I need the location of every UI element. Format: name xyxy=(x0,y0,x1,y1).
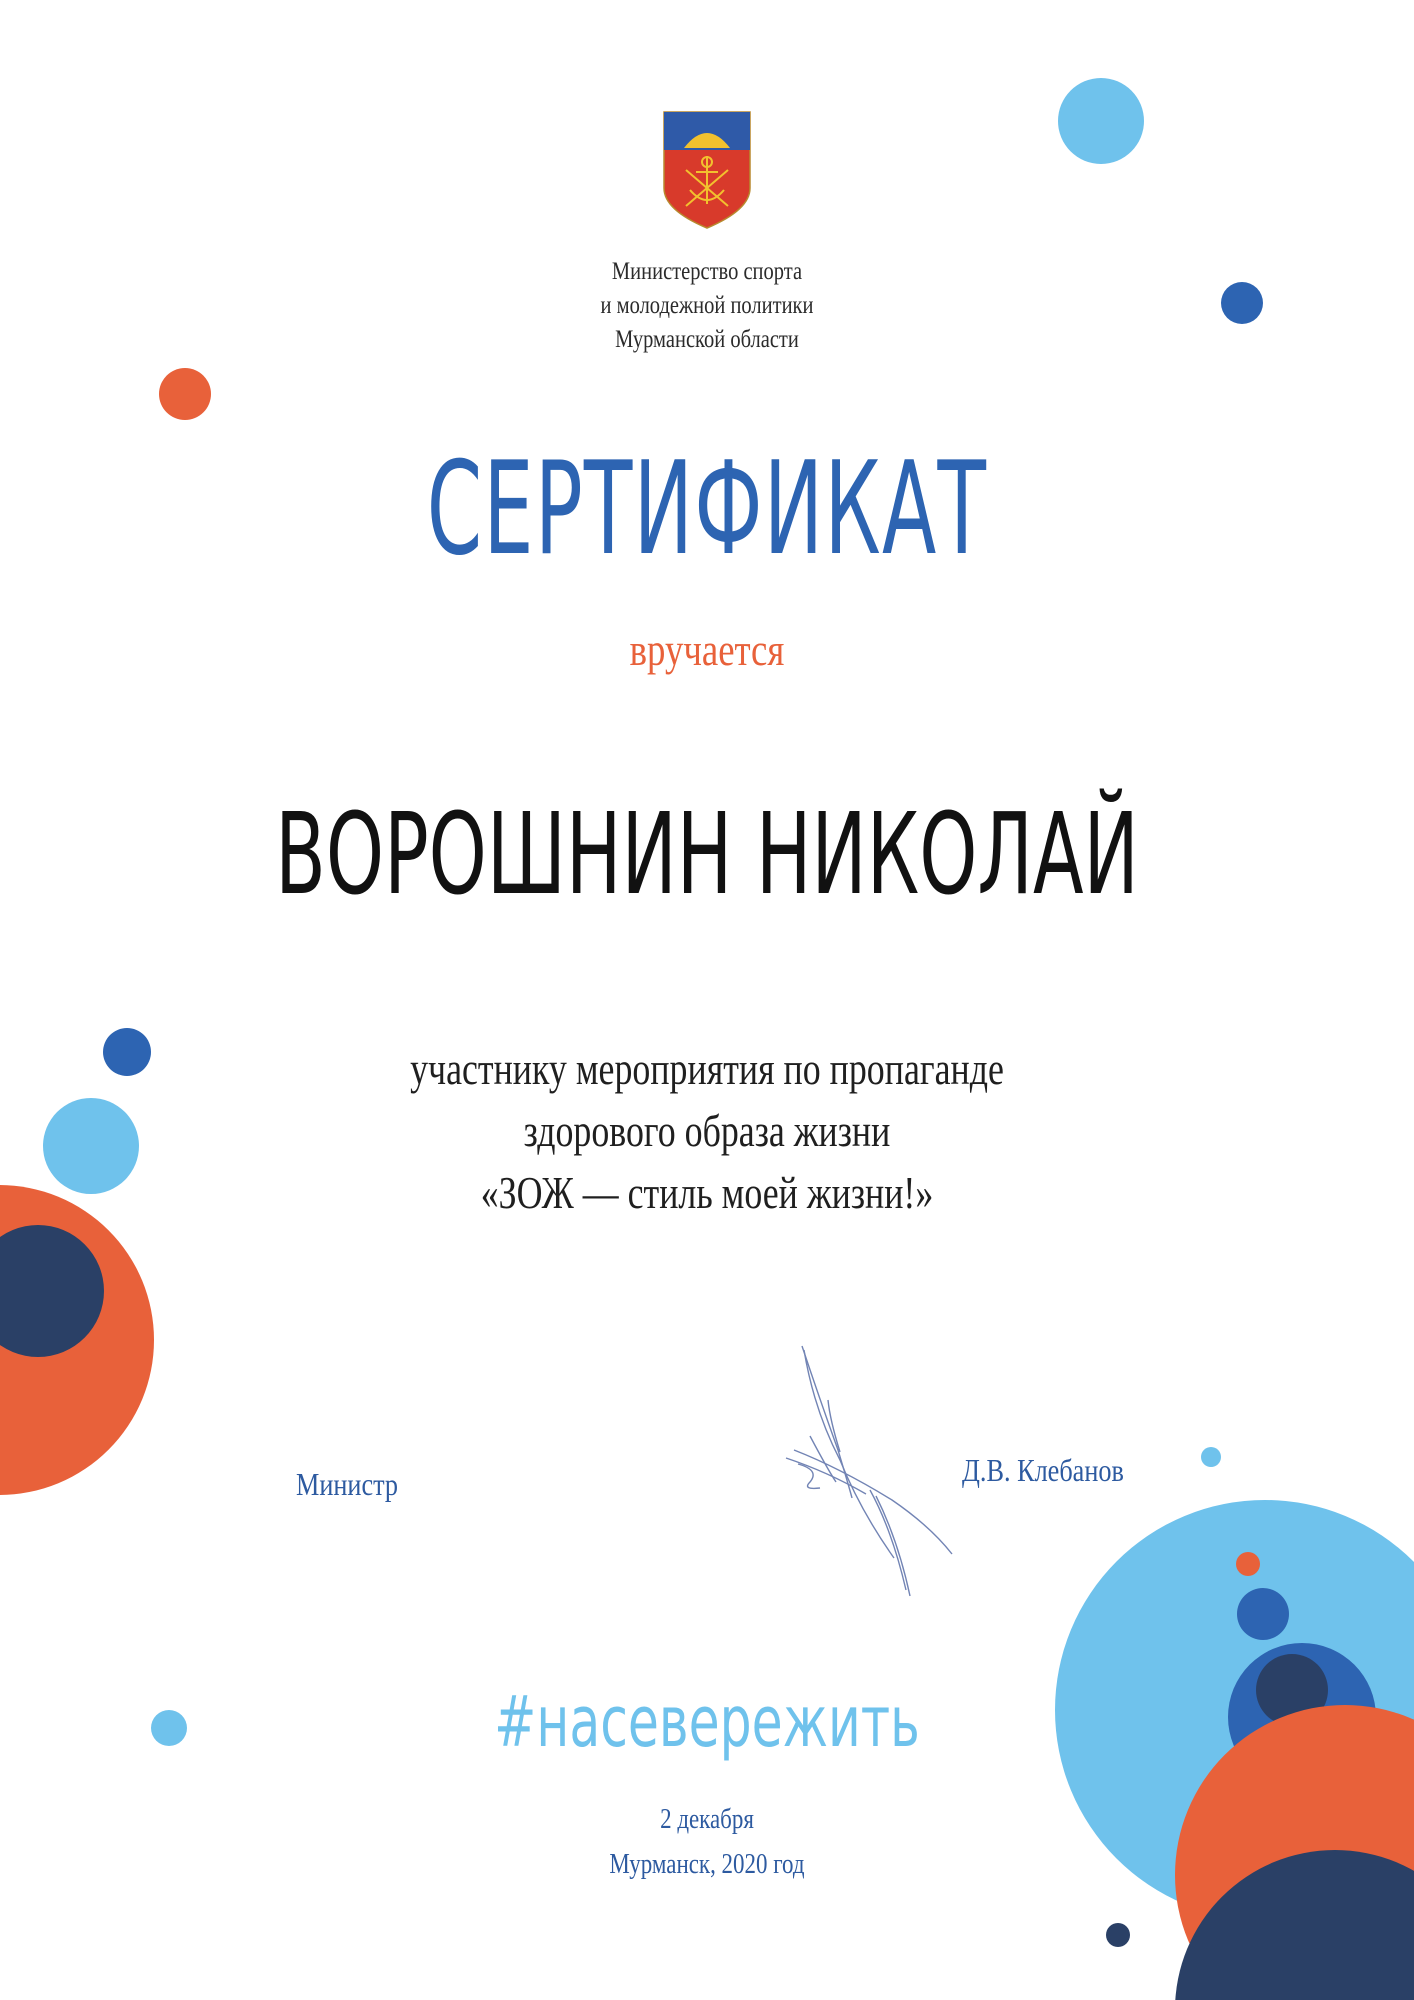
certificate-title: СЕРТИФИКАТ xyxy=(426,435,988,584)
hashtag: #насевережить xyxy=(494,1681,920,1763)
award-description xyxy=(156,1038,1259,1224)
murmansk-coat-of-arms-icon xyxy=(662,110,752,230)
ministry-line: и молодежной политики xyxy=(600,292,814,319)
certificate-subtitle: вручается xyxy=(629,624,785,675)
issue-place-year: Мурманск, 2020 год xyxy=(609,1849,805,1880)
signer-role: Министр xyxy=(296,1466,399,1502)
description-line: здорового образа жизни xyxy=(523,1105,891,1156)
signer-name: Д.В. Клебанов xyxy=(962,1452,1124,1488)
issue-date: 2 декабря xyxy=(660,1804,754,1835)
ministry-name xyxy=(127,255,1286,357)
description-line: участнику мероприятия по пропаганде xyxy=(410,1043,1004,1094)
ministry-line: Министерство спорта xyxy=(611,258,803,285)
description-line: «ЗОЖ — стиль моей жизни!» xyxy=(480,1167,934,1218)
ministry-line: Мурманской области xyxy=(615,326,799,353)
recipient-name: ВОРОШНИН НИКОЛАЙ xyxy=(275,790,1139,920)
handwritten-signature xyxy=(780,1340,980,1600)
